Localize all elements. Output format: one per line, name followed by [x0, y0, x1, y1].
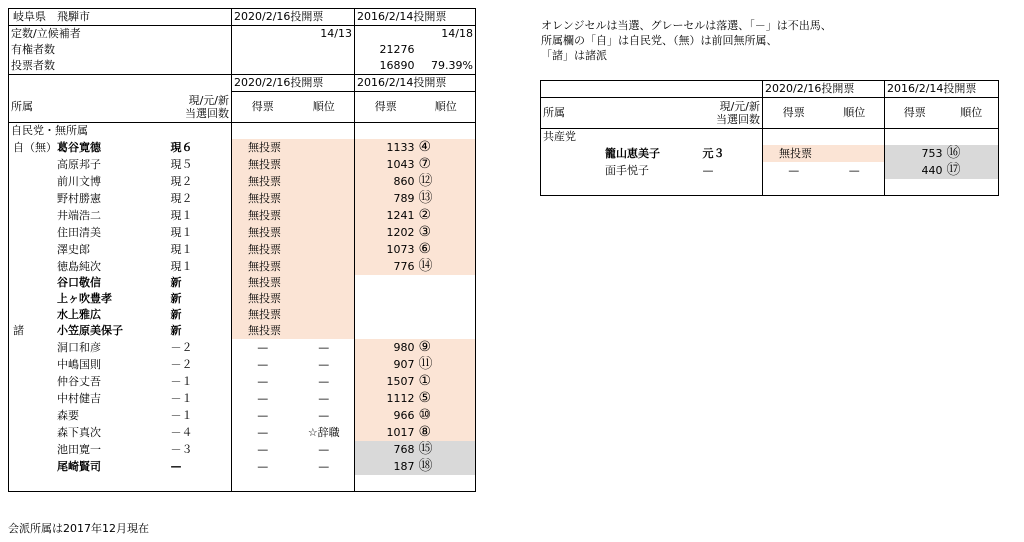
candidate-name-cell — [9, 390, 169, 407]
rank-circle: ⑬ — [418, 190, 433, 206]
votes-2020: 無投票 — [763, 145, 825, 162]
note-line: オレンジセルは当選、グレーセルは落選、「－」は不出馬、 — [541, 19, 832, 32]
candidate-name-cell — [9, 207, 169, 224]
rank-circle: ④ — [418, 139, 432, 155]
candidate-status: 新 — [170, 276, 182, 289]
election-2016-heading: 2016/2/14投開票 — [355, 9, 476, 26]
table-row — [541, 162, 999, 179]
table-row — [9, 323, 476, 339]
rank-2016 — [945, 162, 999, 179]
rank-2016 — [417, 224, 476, 241]
rank-2020 — [825, 145, 885, 162]
candidate-name: 野村勝憲 — [57, 191, 101, 205]
votes-2020: — — [232, 390, 294, 407]
votes-2016: 860 — [355, 173, 417, 190]
rank-2016 — [417, 156, 476, 173]
right-status-header: 現/元/新 当選回数 — [701, 98, 763, 129]
candidate-name: 中村健吉 — [57, 391, 101, 405]
votes-2016: 1241 — [355, 207, 417, 224]
votes-2016: 1507 — [355, 373, 417, 390]
votes-2020: 無投票 — [232, 190, 294, 207]
right-votes-header-2020: 得票 — [763, 98, 825, 129]
candidate-name: 洞口和彦 — [57, 340, 101, 354]
rank-2020 — [294, 156, 355, 173]
votes-2020: 無投票 — [232, 323, 294, 339]
legend-notes — [541, 18, 832, 63]
rank-2020: — — [318, 357, 330, 371]
votes-header-2020: 得票 — [232, 92, 294, 123]
rank-2020 — [294, 275, 355, 291]
rank-2016 — [417, 458, 476, 475]
right-group-label: 共産党 — [541, 129, 763, 146]
candidate-name: 前川文博 — [57, 174, 101, 188]
candidate-name: 澤史郎 — [57, 242, 90, 256]
table-row — [9, 224, 476, 241]
right-election-2020-heading: 2020/2/16投開票 — [763, 81, 885, 98]
votes-2016: 1112 — [355, 390, 417, 407]
candidate-status: 現２ — [170, 174, 193, 188]
turnout-2016: 79.39% — [417, 58, 476, 75]
rank-2020: — — [318, 459, 330, 473]
candidate-name: 高原邦子 — [57, 157, 101, 171]
capacity-2016: 14/18 — [355, 26, 476, 43]
rank-2020 — [294, 258, 355, 275]
candidate-status: 元３ — [702, 146, 725, 160]
footer-note: 会派所属は2017年12月現在 — [8, 522, 149, 535]
votes-2020 — [232, 58, 355, 75]
table-row — [9, 441, 476, 458]
rank-circle: ⑯ — [946, 145, 961, 161]
votes-2016 — [355, 291, 417, 307]
candidate-name-cell — [9, 224, 169, 241]
rank-circle: ⑰ — [946, 162, 961, 178]
votes-2020: 無投票 — [232, 241, 294, 258]
capacity-label: 定数/立候補者 — [9, 26, 232, 43]
votes-2016: 1202 — [355, 224, 417, 241]
candidate-status: 新 — [170, 308, 182, 321]
election-2016-subheading: 2016/2/14投開票 — [355, 75, 476, 92]
rank-2016 — [417, 190, 476, 207]
voters-label: 有権者数 — [9, 42, 232, 58]
rank-circle: ⑪ — [418, 356, 433, 372]
candidate-name-cell — [9, 424, 169, 441]
rank-2020: — — [318, 340, 330, 354]
group-label: 自民党・無所属 — [9, 123, 232, 140]
votes-2016 — [355, 275, 417, 291]
votes-2016: 1073 — [355, 241, 417, 258]
right-affiliation-header: 所属 — [541, 98, 701, 129]
votes-2020: — — [232, 339, 294, 356]
table-row — [9, 241, 476, 258]
table-row — [9, 258, 476, 275]
votes-2016: 1043 — [355, 156, 417, 173]
candidate-status: －４ — [170, 425, 193, 439]
candidate-name-cell — [9, 458, 169, 475]
votes-2016: 776 — [355, 258, 417, 275]
candidate-name-cell — [9, 139, 169, 156]
rank-2016 — [417, 173, 476, 190]
votes-2020: — — [232, 356, 294, 373]
candidate-name-cell — [9, 275, 169, 291]
rank-circle: ⑨ — [418, 339, 432, 355]
table-row — [9, 275, 476, 291]
votes-2016 — [355, 307, 417, 323]
candidate-name: 小笠原美保子 — [57, 324, 123, 337]
capacity-2020: 14/13 — [232, 26, 355, 43]
candidate-name: 池田寛一 — [57, 442, 101, 456]
votes-2020: — — [232, 458, 294, 475]
note-line: 「諸」は諸派 — [541, 49, 607, 62]
rank-2016 — [417, 139, 476, 156]
region-cell — [9, 9, 232, 26]
candidate-name: 水上雅広 — [57, 308, 101, 321]
votes-2020: 無投票 — [232, 139, 294, 156]
votes-2016: 789 — [355, 190, 417, 207]
votes-2016: 440 — [885, 162, 945, 179]
candidate-name-cell — [9, 241, 169, 258]
candidate-status: －１ — [170, 374, 193, 388]
note-line: 所属欄の「自」は自民党、（無）は前回無所属、 — [541, 34, 778, 47]
rank-2020 — [294, 323, 355, 339]
rank-circle: ⑧ — [418, 424, 432, 440]
city-label: 飛騨市 — [57, 10, 90, 23]
rank-2020: — — [318, 391, 330, 405]
rank-2020 — [294, 207, 355, 224]
candidate-name: 尾崎賢司 — [57, 459, 101, 473]
votes-2020: 無投票 — [232, 224, 294, 241]
voters-2020 — [232, 42, 355, 58]
candidate-status: －１ — [170, 408, 193, 422]
rank-circle: ① — [418, 373, 432, 389]
rank-2016 — [417, 441, 476, 458]
candidate-name-cell — [9, 373, 169, 390]
table-row — [9, 390, 476, 407]
candidate-name-cell — [9, 291, 169, 307]
candidate-status: －１ — [170, 391, 193, 405]
candidate-name: 仲谷丈吾 — [57, 374, 101, 388]
candidate-name: 井端浩二 — [57, 208, 101, 222]
rank-circle: ⑥ — [418, 241, 432, 257]
rank-circle: ⑭ — [418, 258, 433, 274]
candidate-name: 森要 — [57, 408, 79, 422]
rank-2020 — [294, 307, 355, 323]
voters-2016: 21276 — [355, 42, 417, 58]
votes-2020: 無投票 — [232, 307, 294, 323]
party-results-table — [540, 80, 999, 196]
candidate-status: 現６ — [170, 140, 193, 154]
rank-2016 — [417, 258, 476, 275]
votes-header-2016: 得票 — [355, 92, 417, 123]
rank-2016 — [417, 390, 476, 407]
rank-2020 — [294, 173, 355, 190]
rank-2016 — [417, 307, 476, 323]
candidate-status: 新 — [170, 292, 182, 305]
candidate-name-cell — [9, 156, 169, 173]
votes-2020: — — [232, 407, 294, 424]
candidate-name-cell — [9, 173, 169, 190]
rank-circle: ⑩ — [418, 407, 432, 423]
candidate-name: 葛谷寛德 — [57, 140, 101, 154]
votes-2020: 無投票 — [232, 173, 294, 190]
votes-2020: — — [763, 162, 825, 179]
rank-2020: — — [848, 163, 860, 177]
votes-2020: — — [232, 424, 294, 441]
votes-2016: 980 — [355, 339, 417, 356]
candidate-name-cell — [9, 356, 169, 373]
votes-2020: 無投票 — [232, 156, 294, 173]
votes-2020: — — [232, 441, 294, 458]
rank-circle: ⑫ — [418, 173, 433, 189]
election-2020-heading: 2020/2/16投開票 — [232, 9, 355, 26]
candidate-name-cell — [9, 307, 169, 323]
candidate-name-cell — [9, 190, 169, 207]
rank-2016 — [417, 339, 476, 356]
votes-2016: 187 — [355, 458, 417, 475]
candidate-name-cell — [9, 258, 169, 275]
rank-2016 — [417, 424, 476, 441]
candidate-status: －２ — [170, 357, 193, 371]
rank-2016 — [417, 275, 476, 291]
rank-2020 — [294, 241, 355, 258]
candidate-status: 現５ — [170, 157, 193, 171]
rank-circle: ⑦ — [418, 156, 432, 172]
rank-2020 — [294, 291, 355, 307]
candidate-name-cell — [9, 441, 169, 458]
candidate-status: 現１ — [170, 259, 193, 273]
candidate-name: 面手悦子 — [541, 162, 701, 179]
candidate-status: — — [702, 163, 714, 177]
rank-2020: — — [318, 374, 330, 388]
right-rank-header-2020: 順位 — [825, 98, 885, 129]
table-row — [9, 190, 476, 207]
rank-circle: ③ — [418, 224, 432, 240]
table-row — [9, 373, 476, 390]
affiliation-prefix: 自（無） — [13, 140, 57, 154]
rank-header-2020: 順位 — [294, 92, 355, 123]
rank-2020: — — [318, 408, 330, 422]
table-row — [9, 291, 476, 307]
candidate-name: 上ヶ吹豊孝 — [57, 292, 112, 305]
candidate-status: 現１ — [170, 208, 193, 222]
table-row — [9, 207, 476, 224]
rank-2016 — [417, 291, 476, 307]
votes-2020: 無投票 — [232, 291, 294, 307]
votes-2020: 無投票 — [232, 258, 294, 275]
votes-2016 — [355, 323, 417, 339]
votes-2016: 753 — [885, 145, 945, 162]
candidate-name: 徳島純次 — [57, 259, 101, 273]
main-results-table — [8, 8, 476, 492]
table-row — [9, 173, 476, 190]
prefecture-label: 岐阜県 — [13, 10, 46, 23]
candidate-name: 谷口敬信 — [57, 276, 101, 289]
table-row — [9, 356, 476, 373]
votes-2016: 966 — [355, 407, 417, 424]
candidate-name: 籠山恵美子 — [541, 145, 701, 162]
candidate-status: 現１ — [170, 225, 193, 239]
rank-2020 — [294, 139, 355, 156]
status-header: 現/元/新 当選回数 — [169, 92, 232, 123]
affiliation-header: 所属 — [9, 92, 169, 123]
rank-2016 — [417, 241, 476, 258]
votes-2020: — — [232, 373, 294, 390]
rank-2016 — [417, 323, 476, 339]
rank-header-2016: 順位 — [417, 92, 476, 123]
rank-2016 — [945, 145, 999, 162]
votes-2016: 768 — [355, 441, 417, 458]
rank-circle: ② — [418, 207, 432, 223]
rank-2016 — [417, 407, 476, 424]
right-votes-header-2016: 得票 — [885, 98, 945, 129]
rank-2020: — — [318, 442, 330, 456]
votes-2016: 16890 — [355, 58, 417, 75]
votes-2020: 無投票 — [232, 275, 294, 291]
rank-2020 — [294, 190, 355, 207]
votes-label: 投票者数 — [9, 58, 232, 75]
candidate-status: －３ — [170, 442, 193, 456]
votes-2016: 907 — [355, 356, 417, 373]
rank-circle: ⑱ — [418, 458, 433, 474]
votes-2020: 無投票 — [232, 207, 294, 224]
candidate-status: — — [170, 459, 182, 473]
candidate-name-cell — [9, 407, 169, 424]
rank-2016 — [417, 207, 476, 224]
table-row — [9, 139, 476, 156]
table-row — [9, 424, 476, 441]
table-row — [9, 307, 476, 323]
right-election-2016-heading: 2016/2/14投開票 — [885, 81, 999, 98]
right-rank-header-2016: 順位 — [945, 98, 999, 129]
rank-circle: ⑤ — [418, 390, 432, 406]
candidate-name-cell — [9, 323, 169, 339]
table-row — [541, 145, 999, 162]
candidate-name: 森下真次 — [57, 425, 101, 439]
candidate-status: 現２ — [170, 191, 193, 205]
table-row — [9, 156, 476, 173]
rank-2020 — [294, 224, 355, 241]
candidate-status: －２ — [170, 340, 193, 354]
candidate-status: 新 — [170, 324, 182, 337]
rank-circle: ⑮ — [418, 441, 433, 457]
votes-2016: 1133 — [355, 139, 417, 156]
candidate-status: 現１ — [170, 242, 193, 256]
rank-2016 — [417, 373, 476, 390]
candidate-name: 中嶋国則 — [57, 357, 101, 371]
votes-2016: 1017 — [355, 424, 417, 441]
table-row — [9, 407, 476, 424]
rank-2016 — [417, 356, 476, 373]
affiliation-prefix: 諸 — [13, 324, 24, 337]
table-row — [9, 458, 476, 475]
table-row — [9, 339, 476, 356]
rank-2020: ☆辞職 — [307, 425, 340, 439]
candidate-name: 住田清美 — [57, 225, 101, 239]
election-2020-subheading: 2020/2/16投開票 — [232, 75, 355, 92]
candidate-name-cell — [9, 339, 169, 356]
